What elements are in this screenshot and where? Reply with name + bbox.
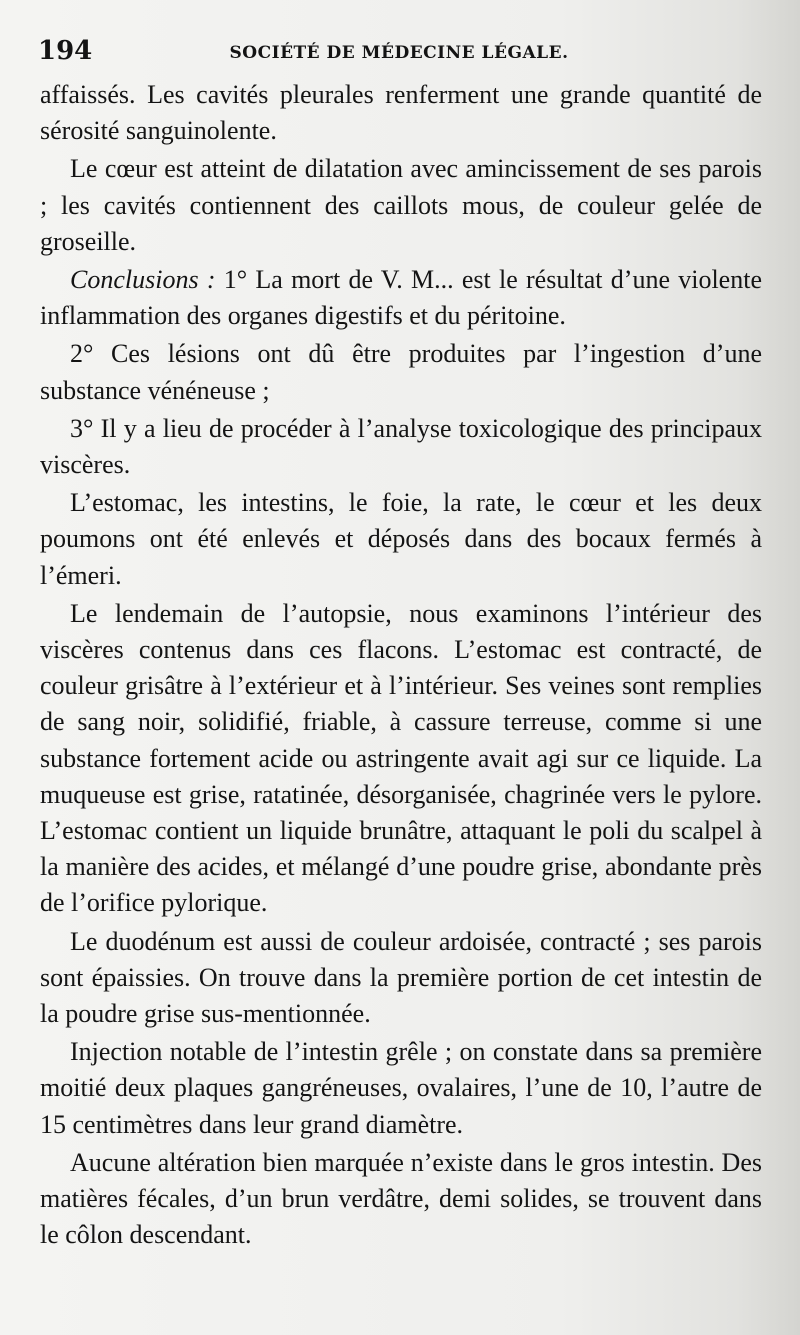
paragraph-conclusion-2: 2° Ces lésions ont dû être produites par l’ingestion d’une substance vénéneuse ; [40,339,762,405]
paragraph-small-intestine: Injection notable de l’intestin grêle ; on constate dans sa première moitié deux plaques gangréneuses, ovalaires, l’une de 10, l’autre de 15 centimètres dans leur grand diamètre. [40,1037,762,1139]
page-header [38,36,760,76]
paragraph-heart: Le cœur est atteint de dilatation avec amincissement de ses parois ; les cavités contiennent des caillots mous, de couleur gelée de groseille. [40,154,762,256]
paragraph-stomach-examination: Le lendemain de l’autopsie, nous examinons l’intérieur des viscères contenus dans ces flacons. L’estomac est contracté, de couleur grisâtre à l’extérieur et à l’intérieur. Ses veines sont remplies de sang noir, solidifié, friable, à cassure terreuse, comme si une substance fortement acide ou astringente avait agi sur ce liquide. La muqueuse est grise, ratatinée, désorganisée, chagrinée vers le pylore. L’estomac contient un liquide brunâtre, attaquant le poli du scalpel à la manière des acides, et mélangé d’une poudre grise, abondante près de l’orifice pylorique. [40,598,762,918]
page-number: 194 [38,36,93,66]
conclusion-1-text: 1° La mort de V. M... est le résultat d’une violente inflammation des organes digestifs et du péritoine. [40,265,762,331]
body-text [40,77,762,1256]
running-title: SOCIÉTÉ DE MÉDECINE LÉGALE. [229,43,569,63]
paragraph-pleural-cavities: affaissés. Les cavités pleurales renferment une grande quantité de sérosité sanguinolente. [40,80,762,146]
paragraph-duodenum: Le duodénum est aussi de couleur ardoisée, contracté ; ses parois sont épaissies. On trouve dans la première portion de cet intestin de la poudre grise sus-mentionnée. [40,926,762,1029]
paragraph-conclusion-3: 3° Il y a lieu de procéder à l’analyse toxicologique des principaux viscères. [40,413,762,480]
paragraph-large-intestine: Aucune altération bien marquée n’existe dans le gros intestin. Des matières fécales, d’un brun verdâtre, demi solides, se trouvent dans le côlon descendant. [40,1147,762,1250]
conclusions-label: Conclusions : [70,265,216,295]
paragraph-conclusion-1 [40,262,762,334]
paragraph-organs-removed: L’estomac, les intestins, le foie, la rate, le cœur et les deux poumons ont été enlevés et déposés dans des bocaux fermés à l’émeri. [40,488,762,590]
